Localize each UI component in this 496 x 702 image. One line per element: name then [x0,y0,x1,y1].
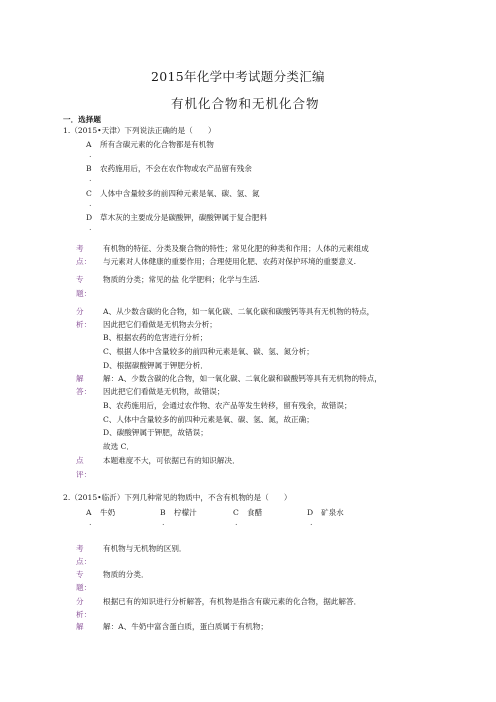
kaodian-text: 有机物与无机物的区别． [103,544,187,553]
option-dot: . [89,199,92,208]
page-title: 2015年化学中考试题分类汇编 [151,69,325,84]
q2-option-d-letter: D [307,508,314,517]
q2-option-b-letter: B [160,508,166,517]
dianping-label: 点 [76,456,84,465]
jieda-line: 故选 C． [103,442,135,451]
question-1-stem: 1.（2015•天津）下列说法正确的是（ ） [63,126,216,135]
fenxi-line: B、根据农药的危害进行分析； [103,333,208,342]
jieda-line: B、农药施用后，会通过农作物、农产品等发生转移，留有残余，故错误； [103,401,352,410]
jieda-line: C、人体中含量较多的前四种元素是氧、碳、氢、氮，故正确； [103,415,314,424]
kaodian-label: 考 [76,544,84,553]
dianping-text: 本题难度不大，可依据已有的知识解决． [103,456,240,465]
zhuanti-label: 专 [76,275,84,284]
q1-option-a-letter: A [86,140,92,149]
question-2-stem: 2.（2015•临沂）下列几种常见的物质中，不含有机物的是（ ） [63,493,292,502]
q1-option-c-letter: C [86,189,92,198]
jieda-label: 解 [76,622,84,631]
q1-option-a-text: 所有含碳元素的化合物都是有机物 [100,140,214,149]
q2-option-a-letter: A [86,508,92,517]
q2-option-c-text: 食醋 [247,508,263,517]
fenxi-label: 分 [76,307,84,316]
zhuanti-label: 题： [76,583,92,592]
zhuanti-label: 专 [76,570,84,579]
fenxi-label: 析： [76,610,92,619]
fenxi-line: 因此把它们看做是无机物去分析； [103,320,217,329]
option-dot: . [89,150,92,159]
zhuanti-text: 物质的分类；常见的盐 化学肥料；化学与生活. [103,275,260,284]
kaodian-label: 考 [76,244,84,253]
jieda-label: 答： [76,387,92,396]
q2-option-a-text: 牛奶 [100,508,116,517]
kaodian-label: 点： [76,557,92,566]
jieda-line: 因此把它们看做是无机物，故错误； [103,387,225,396]
option-dot: . [89,223,92,232]
fenxi-line: A、从少数含碳的化合物，如一氧化碳、二氧化碳和碳酸钙等具有无机物的特点， [103,307,375,316]
kaodian-text: 有机物的特征、分类及聚合物的特性；常见化肥的种类和作用；人体的元素组成 [103,244,369,253]
q2-option-c-letter: C [233,508,239,517]
fenxi-text: 根据已有的知识进行分析解答，有机物是指含有碳元素的化合物，据此解答． [103,597,362,606]
option-dot: . [310,518,313,527]
section-heading: 一．选择题 [63,115,101,124]
zhuanti-text: 物质的分类． [103,570,149,579]
kaodian-text: 与元素对人体健康的重要作用；合理使用化肥、农药对保护环境的重要意义. [103,257,357,266]
zhuanti-label: 题： [76,289,92,298]
jieda-text: 解：A、牛奶中富含蛋白质，蛋白质属于有机物； [103,622,268,631]
fenxi-label: 分 [76,597,84,606]
q1-option-d-letter: D [86,213,93,222]
option-dot: . [89,174,92,183]
fenxi-label: 析： [76,320,92,329]
q1-option-b-letter: B [86,164,92,173]
fenxi-line: C、根据人体中含量较多的前四种元素是氧、碳、氢、氮分析； [103,347,314,356]
q2-option-b-text: 柠檬汁 [174,508,197,517]
page-subtitle: 有机化合物和无机化合物 [171,96,320,111]
jieda-line: D、碳酸钾属于钾肥，故错误； [103,428,208,437]
option-dot: . [235,518,238,527]
q2-option-d-text: 矿泉水 [321,508,344,517]
fenxi-line: D、根据碳酸钾属于钾肥分析． [103,361,208,370]
option-dot: . [89,518,92,527]
jieda-line: 解：A、少数含碳的化合物，如一氧化碳、二氧化碳和碳酸钙等具有无机物的特点， [103,374,382,383]
kaodian-label: 点： [76,257,92,266]
option-dot: . [162,518,165,527]
q1-option-b-text: 农药施用后，不会在农作物或农产品留有残余 [100,164,252,173]
q1-option-d-text: 草木灰的主要成分是碳酸钾，碳酸钾属于复合肥料 [100,213,268,222]
dianping-label: 评： [76,470,92,479]
jieda-label: 解 [76,374,84,383]
q1-option-c-text: 人体中含量较多的前四种元素是氧、碳、氢、氮 [100,189,260,198]
